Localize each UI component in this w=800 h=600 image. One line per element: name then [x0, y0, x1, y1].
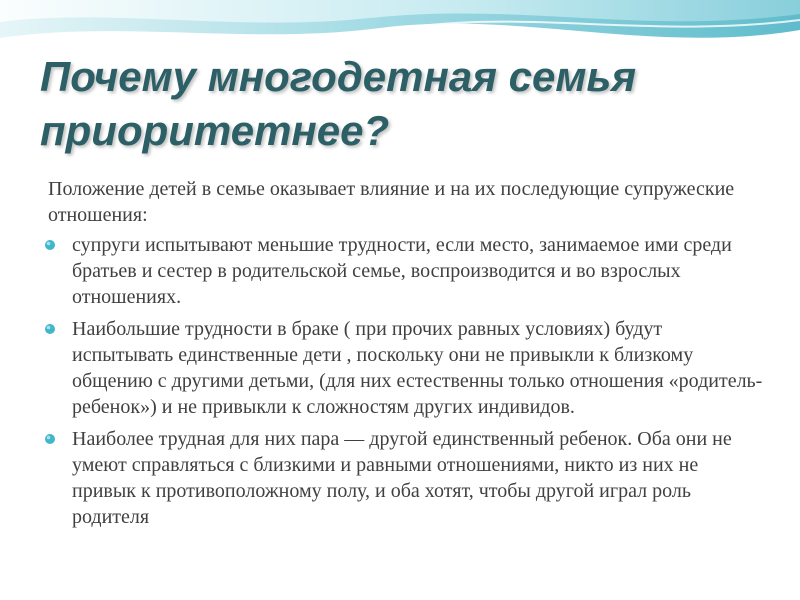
- list-item: [44, 232, 764, 310]
- list-item: [44, 316, 764, 420]
- bullet-dot-icon: [44, 433, 56, 445]
- bullet-dot-icon: [44, 323, 56, 335]
- list-item-text: супруги испытывают меньшие трудности, если место, занимаемое ими среди братьев и сестер в родительской семье, воспроизводится и во взрослых отношениях.: [72, 234, 732, 308]
- bullet-dot-icon: [44, 239, 56, 251]
- slide-title: Почему многодетная семья приоритетнее?: [40, 53, 637, 154]
- bullet-list: [44, 232, 764, 536]
- intro-paragraph: Положение детей в семье оказывает влияние и на их последующие супружеские отношения:: [48, 178, 735, 226]
- list-item-text: Наиболее трудная для них пара — другой единственный ребенок. Оба они не умеют справляться с близкими и равными отношениями, никто из них не привык к противоположному полу, и оба хотят, чтобы другой играл роль родителя: [72, 428, 732, 528]
- list-item: [44, 426, 764, 530]
- list-item-text: Наибольшие трудности в браке ( при прочих равных условиях) будут испытывать единственные дети , поскольку они не привыкли к близкому общению с другими детьми, (для них естественны только отношения «родитель-ребенок») и не привыкли к сложностям других индивидов.: [72, 318, 763, 418]
